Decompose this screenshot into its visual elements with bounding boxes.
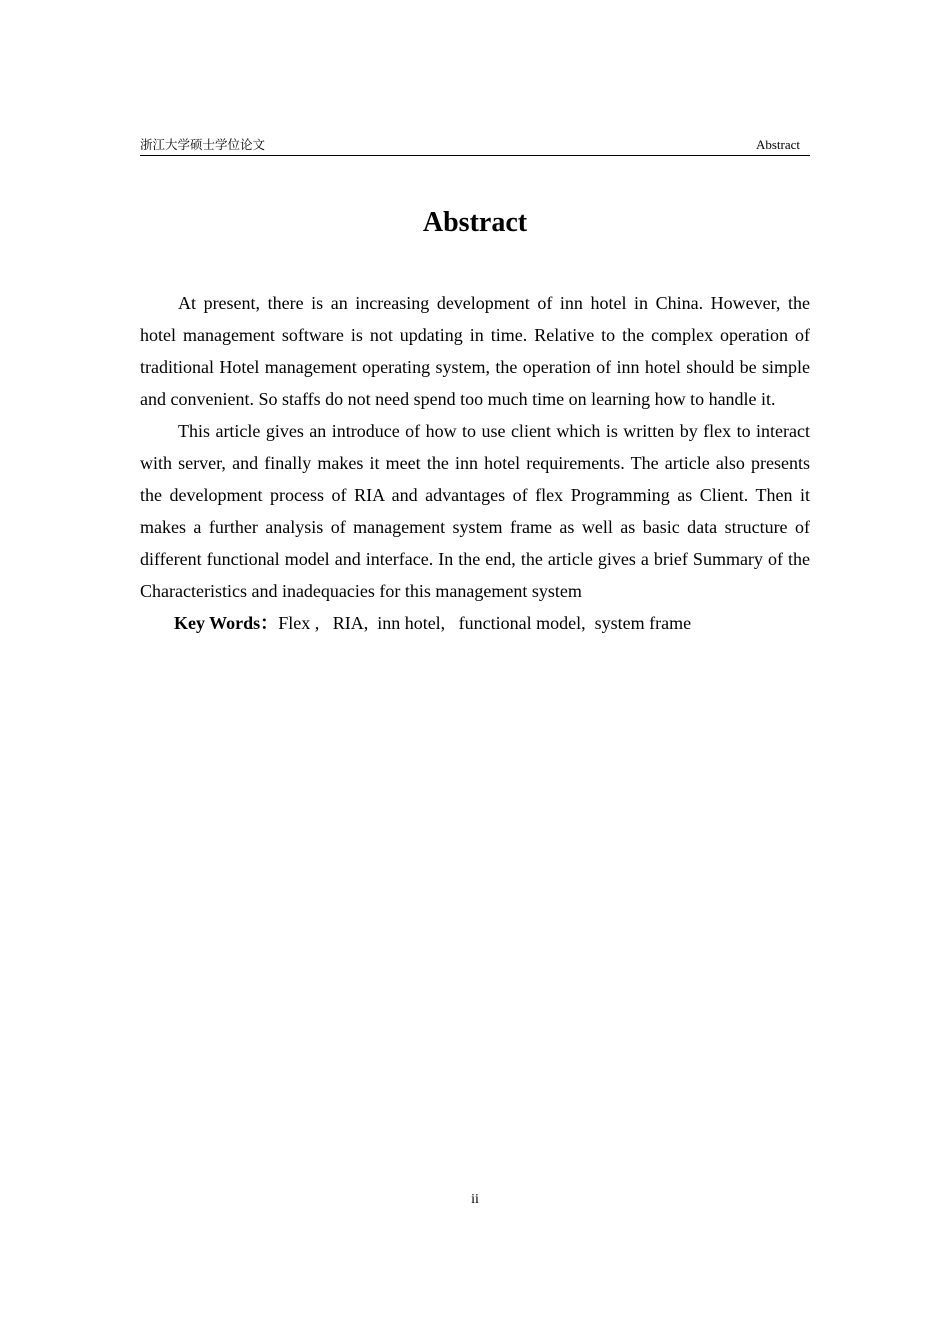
page-header bbox=[140, 136, 810, 156]
header-section-name: Abstract bbox=[755, 137, 800, 152]
header-thesis-title: 浙江大学硕士学位论文 bbox=[140, 137, 266, 152]
abstract-paragraph-1: At present, there is an increasing development of inn hotel in China. However, the hotel management software is not updating in time. Relative to the complex operation of traditional Hotel management operating system, the operation of inn hotel should be simple and convenient. So staffs do not need spend too much time on learning how to handle it. bbox=[140, 293, 810, 409]
keywords-text: Flex , RIA, inn hotel, functional model, system frame bbox=[278, 613, 692, 633]
abstract-title: Abstract bbox=[422, 207, 528, 238]
keywords-line bbox=[140, 607, 810, 639]
abstract-paragraph-2: This article gives an introduce of how to use client which is written by flex to interact with server, and finally makes it meet the inn hotel requirements. The article also presents the development process of RIA and advantages of flex Programming as Client. Then it makes a further analysis of management system frame as well as basic data structure of different functional model and interface. In the end, the article gives a brief Summary of the Characteristics and inadequacies for this management system bbox=[140, 421, 810, 601]
keywords-label: Key Words： bbox=[174, 613, 279, 633]
page-number: ii bbox=[471, 1192, 479, 1207]
abstract-body bbox=[140, 287, 810, 639]
